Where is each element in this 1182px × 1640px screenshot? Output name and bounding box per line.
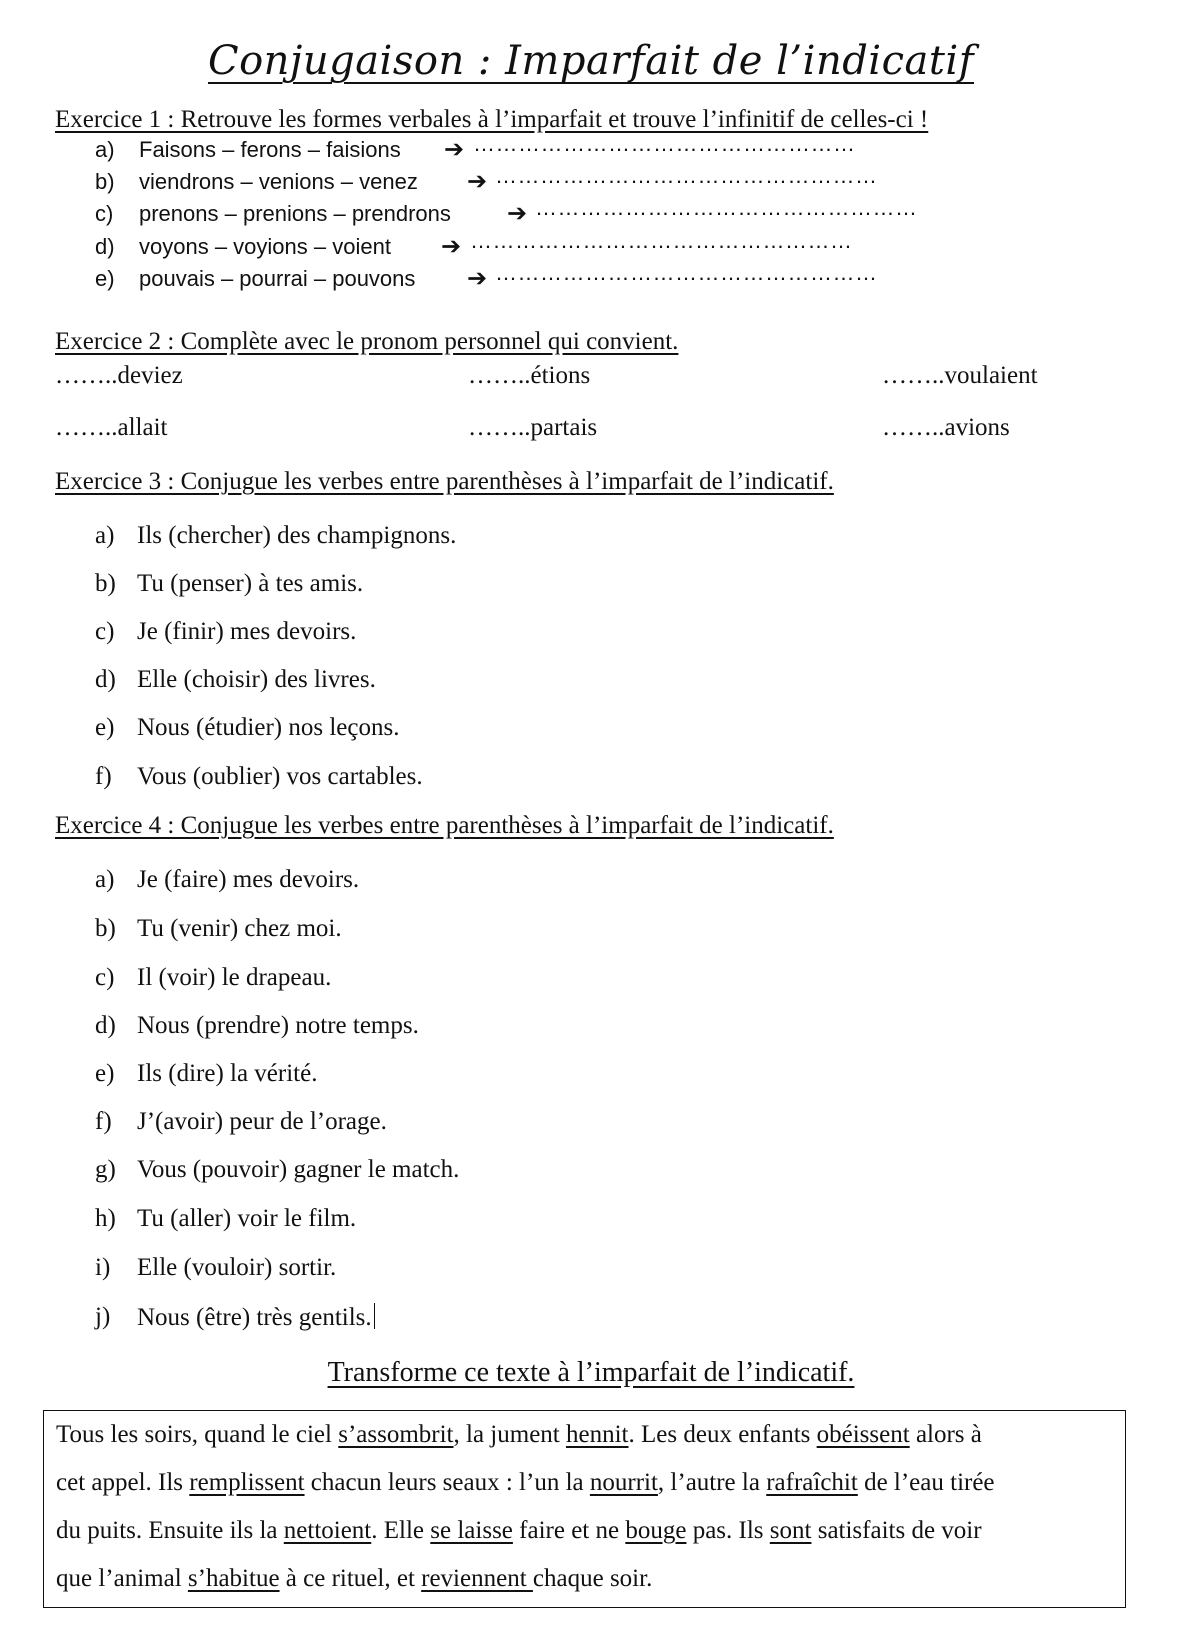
- item-label: f): [95, 763, 112, 790]
- item-text: Vous (pouvoir) gagner le match.: [137, 1156, 460, 1183]
- text-segment: chaque soir.: [532, 1565, 653, 1592]
- exercise-1-heading: Exercice 1 : Retrouve les formes verbales à l’imparfait et trouve l’infinitif de celles-ci !: [55, 106, 929, 133]
- item-label: c): [95, 964, 115, 991]
- item-label: d): [95, 234, 115, 259]
- text-segment: que l’animal: [56, 1565, 188, 1592]
- item-text: Tu (aller) voir le film.: [137, 1205, 357, 1232]
- pronoun-blank[interactable]: ……..deviez: [55, 362, 183, 389]
- text-segment: , la jument: [453, 1421, 566, 1448]
- text-segment: , l’autre la: [657, 1469, 767, 1496]
- item-text: Je (faire) mes devoirs.: [137, 866, 360, 893]
- item-label: i): [95, 1254, 111, 1281]
- item-text: Tu (penser) à tes amis.: [137, 570, 364, 597]
- text-line: [56, 1469, 995, 1497]
- exercise-3-heading: Exercice 3 : Conjugue les verbes entre parenthèses à l’imparfait de l’indicatif.: [55, 468, 834, 495]
- text-segment: alors à: [909, 1421, 982, 1448]
- underlined-verb: rafraîchit: [766, 1469, 858, 1496]
- answer-blank[interactable]: ……………………………………………: [470, 228, 853, 253]
- text-segment: faire et ne: [512, 1517, 626, 1544]
- item-label: a): [95, 522, 115, 549]
- item-text: J’(avoir) peur de l’orage.: [137, 1108, 387, 1135]
- underlined-verb: bouge: [625, 1517, 687, 1544]
- text-cursor: [374, 1303, 376, 1329]
- transform-text-box: [43, 1410, 1126, 1608]
- item-label: c): [95, 201, 114, 226]
- text-segment: chacun leurs seaux : l’un la: [304, 1469, 590, 1496]
- item-text: Vous (oublier) vos cartables.: [137, 763, 423, 790]
- exercise-2-heading: Exercice 2 : Complète avec le pronom personnel qui convient.: [55, 328, 679, 355]
- item-label: f): [95, 1108, 112, 1135]
- underlined-verb: sont: [769, 1517, 812, 1544]
- text-line: [56, 1421, 982, 1449]
- item-label: e): [95, 714, 115, 741]
- item-text: Nous (prendre) notre temps.: [137, 1012, 419, 1039]
- underlined-verb: nourrit: [589, 1469, 658, 1496]
- underlined-verb: nettoient: [283, 1517, 372, 1544]
- item-label: b): [95, 915, 116, 942]
- item-text: voyons – voyions – voient: [139, 234, 391, 259]
- item-label: a): [95, 137, 115, 162]
- exercise-4-heading: Exercice 4 : Conjugue les verbes entre parenthèses à l’imparfait de l’indicatif.: [55, 812, 834, 839]
- text-line: [56, 1517, 982, 1545]
- answer-blank[interactable]: ……………………………………………: [535, 195, 918, 220]
- text-segment: à ce rituel, et: [279, 1565, 422, 1592]
- arrow-right-icon: ➔: [467, 168, 488, 195]
- item-text: Faisons – ferons – faisions: [139, 137, 401, 162]
- text-segment: du puits. Ensuite ils la: [56, 1517, 284, 1544]
- item-label: j): [95, 1303, 111, 1330]
- item-text: pouvais – pourrai – pouvons: [139, 266, 416, 291]
- answer-blank[interactable]: ……………………………………………: [495, 163, 878, 188]
- arrow-right-icon: ➔: [444, 136, 465, 163]
- item-label: a): [95, 866, 115, 893]
- pronoun-blank[interactable]: ……..voulaient: [882, 362, 1038, 389]
- text-segment: . Les deux enfants: [628, 1421, 817, 1448]
- answer-blank[interactable]: ……………………………………………: [495, 260, 878, 285]
- item-label: h): [95, 1205, 116, 1232]
- underlined-verb: s’assombrit: [338, 1421, 454, 1448]
- underlined-verb: reviennent: [421, 1565, 533, 1592]
- underlined-verb: remplissent: [189, 1469, 305, 1496]
- item-text: Ils (dire) la vérité.: [137, 1060, 318, 1087]
- item-label: d): [95, 1012, 116, 1039]
- item-text: prenons – prenions – prendrons: [139, 201, 451, 226]
- text-segment: Tous les soirs, quand le ciel: [56, 1421, 339, 1448]
- item-text: viendrons – venions – venez: [139, 169, 418, 194]
- item-text: Elle (choisir) des livres.: [137, 666, 376, 693]
- answer-blank[interactable]: ……………………………………………: [473, 131, 856, 156]
- text-segment: satisfaits de voir: [811, 1517, 982, 1544]
- item-label: b): [95, 570, 116, 597]
- item-label: e): [95, 1060, 115, 1087]
- item-text: Nous (être) très gentils.: [137, 1303, 375, 1332]
- item-label: c): [95, 618, 115, 645]
- text-line: [56, 1565, 652, 1593]
- item-text: Ils (chercher) des champignons.: [137, 522, 457, 549]
- item-text: Elle (vouloir) sortir.: [137, 1254, 337, 1281]
- pronoun-blank[interactable]: ……..allait: [55, 414, 168, 441]
- underlined-verb: obéissent: [816, 1421, 910, 1448]
- text-segment: cet appel. Ils: [56, 1469, 190, 1496]
- item-label: b): [95, 169, 115, 194]
- pronoun-blank[interactable]: ……..avions: [882, 414, 1010, 441]
- item-label: g): [95, 1156, 116, 1183]
- arrow-right-icon: ➔: [467, 265, 488, 292]
- item-label: e): [95, 266, 115, 291]
- page-title: Conjugaison : Imparfait de l’indicatif: [207, 38, 975, 84]
- text-segment: . Elle: [371, 1517, 431, 1544]
- item-text: Tu (venir) chez moi.: [137, 915, 342, 942]
- item-text: Il (voir) le drapeau.: [137, 964, 332, 991]
- text-segment: de l’eau tirée: [857, 1469, 995, 1496]
- pronoun-blank[interactable]: ……..partais: [468, 414, 598, 441]
- pronoun-blank[interactable]: ……..étions: [468, 362, 591, 389]
- underlined-verb: hennit: [566, 1421, 629, 1448]
- item-label: d): [95, 666, 116, 693]
- underlined-verb: s’habitue: [187, 1565, 280, 1592]
- text-segment: pas. Ils: [686, 1517, 770, 1544]
- arrow-right-icon: ➔: [441, 233, 462, 260]
- underlined-verb: se laisse: [430, 1517, 513, 1544]
- arrow-right-icon: ➔: [507, 200, 528, 227]
- item-text: Je (finir) mes devoirs.: [137, 618, 357, 645]
- transform-heading: Transforme ce texte à l’imparfait de l’indicatif.: [327, 1357, 855, 1388]
- item-text: Nous (étudier) nos leçons.: [137, 714, 400, 741]
